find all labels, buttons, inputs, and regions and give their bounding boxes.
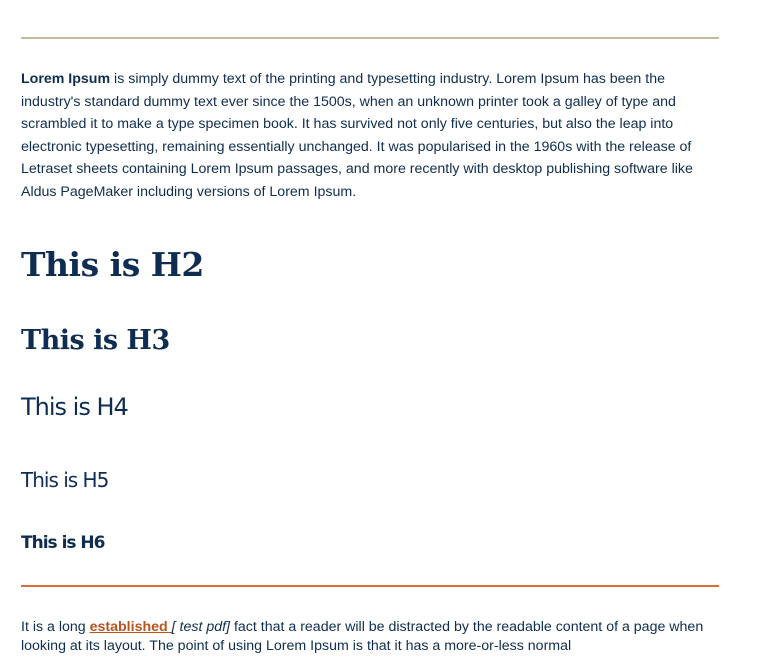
established-link[interactable] [90,619,172,635]
heading-h4: This is H4 [21,393,128,421]
test-pdf-tag: [ test pdf] [171,619,230,635]
bottom-paragraph [21,618,719,656]
intro-lead: Lorem Ipsum [21,71,111,87]
intro-body: is simply dummy text of the printing and typesetting industry. Lorem Ipsum has been the industry's standard dummy text ever since the 1500s, when an unknown printer took a galley of type and scrambled it to make a type specimen book. It has survived not only five centuries, but also the leap into electronic typesetting, remaining essentially unchanged. It was popularised in the 1960s with the release of Letraset sheets containing Lorem Ipsum passages, and more recently with desktop publishing software like Aldus PageMaker including versions of Lorem Ipsum. [21,71,693,200]
established-link-label: established [89,619,172,635]
heading-h6: This is H6 [21,533,105,553]
bottom-text-after: fact that a reader will be distracted by the readable content of a page when looking at its layout. The point of using Lorem Ipsum is that it has a more-or-less normal [21,619,704,654]
top-divider [21,37,719,39]
intro-paragraph [21,68,719,203]
bottom-text-before: It is a long [21,619,90,635]
heading-h2: This is H2 [21,245,204,284]
bottom-divider [21,585,719,587]
heading-h3: This is H3 [21,325,170,356]
heading-h5: This is H5 [21,468,109,492]
